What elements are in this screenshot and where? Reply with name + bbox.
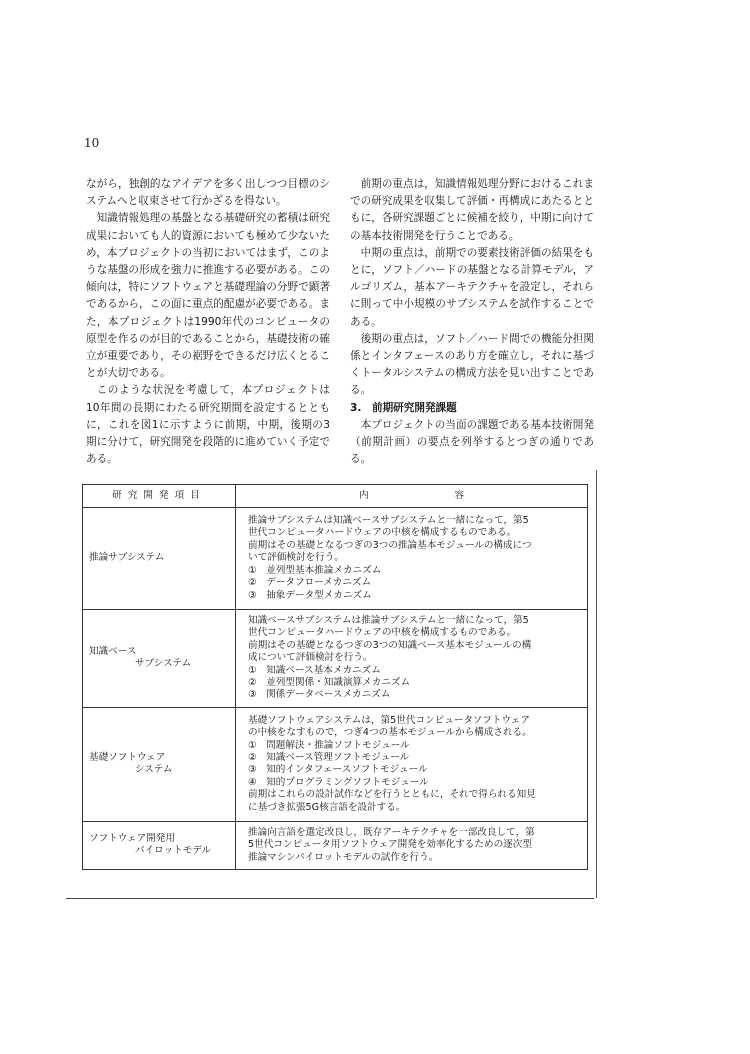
content-line: 前期はその基礎となるつぎの3つの推論基本モジュールの構成につ [248, 539, 532, 551]
content-line: ④ 知的プログラミングソフトモジュール [248, 776, 429, 788]
paragraph: 本プロジェクトの当面の課題である基本技術開発（前期計画）の要点を列挙するとつぎの通りである。 [350, 418, 594, 466]
item-label: ソフトウェア開発用 [89, 833, 175, 845]
row-content [236, 707, 588, 821]
content-line: 知識ベースサブシステムは推論サブシステムと一緒になって，第5 [248, 615, 529, 626]
paragraph: このような状況を考慮して，本プロジェクトは10年間の長期にわたる研究期間を設定するとともに，これを図1に示すように前期，中期，後期の3期に分けて，研究開発を段階的に進めていく予定である。 [86, 384, 330, 466]
research-items-table [82, 484, 588, 870]
section-heading: 3. 前期研究開発課題 [350, 401, 457, 414]
content-line: ② 並列型関係・知識演算メカニズム [248, 677, 411, 689]
content-line: ① 並列型基本推論メカニズム [248, 564, 382, 576]
content-line: ③ 知的インタフェースソフトモジュール [248, 764, 428, 776]
content-line: ① 問題解決・推論ソフトモジュール [248, 739, 410, 751]
page-number: 10 [84, 136, 100, 150]
row-item [83, 707, 236, 821]
content-line: 推論向言語を選定改良し，既存アーキテクチャを一部改良して，第 [248, 826, 535, 838]
content-line: 世代コンピュータハードウェアの中核を構成するものである。 [248, 627, 517, 639]
content-line: 5世代コンピュータ用ソフトウェア開発を効率化するための逐次型 [248, 839, 532, 851]
table-row [83, 707, 588, 821]
row-content [236, 821, 588, 869]
table-header-row [83, 485, 588, 508]
header-item: 研究開発項目 [83, 485, 236, 508]
table-row [83, 821, 588, 869]
row-item [83, 508, 236, 610]
row-item [83, 821, 236, 869]
header-content-right: 容 [454, 489, 465, 501]
content-line: 推論サブシステムは知識ベースサブシステムと一緒になって，第5 [248, 515, 529, 527]
paragraph: ながら，独創的なアイデアを多く出しつつ目標のシステムへと収束させて行かざるを得ない。 [86, 178, 330, 208]
item-label: サブシステム [135, 658, 192, 670]
header-content [236, 485, 588, 508]
item-label: 基礎ソフトウェア [89, 751, 166, 763]
content-line: 成について評価検討を行う。 [248, 652, 373, 664]
bottom-rule [66, 898, 594, 899]
content-line: 世代コンピュータハードウェアの中核を構成するものである。 [248, 527, 517, 539]
right-column [350, 176, 594, 468]
content-line: ② データフローメカニズム [248, 577, 372, 589]
content-line: ② 知識ベース管理ソフトモジュール [248, 751, 410, 763]
item-label: システム [135, 764, 173, 776]
content-line: 基礎ソフトウェアシステムは，第5世代コンピュータソフトウェア [248, 714, 530, 726]
content-line: 推論マシンパイロットモデルの試作を行う。 [248, 851, 439, 863]
paragraph: 前期の重点は，知識情報処理分野におけるこれまでの研究成果を収集して評価・再構成にあたるとともに，各研究課題ごとに候補を絞り，中期に向けての基本技術開発を行うことである。 [350, 178, 594, 242]
row-content [236, 610, 588, 708]
item-label: 推論サブシステム [89, 552, 165, 564]
row-content [236, 508, 588, 610]
left-column [86, 176, 330, 468]
content-line: ① 知識ベース基本メカニズム [248, 664, 381, 676]
item-label: パイロットモデル [135, 845, 212, 857]
content-line: 前期はその基礎となるつぎの3つの知識ベース基本モジュールの構 [248, 639, 532, 651]
content-line: ③ 関係データベースメカニズム [248, 689, 391, 701]
content-line: 前期はこれらの設計試作などを行うとともに，それで得られる知見 [248, 789, 536, 801]
table-row [83, 508, 588, 610]
content-line: いて評価検討を行う。 [248, 552, 344, 564]
row-item [83, 610, 236, 708]
content-line: に基づき拡張5G核言語を設計する。 [248, 801, 406, 813]
paragraph: 知識情報処理の基盤となる基礎研究の蓄積は研究成果においても人的資源においても極めて少ないため，本プロジェクトの当初においてはまず，このような基盤の形成を強力に推進する必要がある。この傾向は，特にソフトウェアと基礎理論の分野で顕著であるから，この面に重点的配慮が必要である。また，本プロジェクトは1990年代のコンピュータの原型を作るのが目的であることから，基礎技術の確立が重要であり，その裾野をできるだけ広くとることが大切である。 [86, 212, 330, 380]
paragraph: 後期の重点は，ソフト／ハード間での機能分担関係とインタフェースのあり方を確立し，それに基づくトータルシステムの構成方法を見い出すことである。 [350, 332, 594, 397]
content-line: の中核をなすもので，つぎ4つの基本モジュールから構成される。 [248, 727, 532, 739]
body-columns [86, 176, 594, 468]
header-content-left: 内 [358, 489, 369, 501]
margin-rule [596, 470, 597, 898]
table-row [83, 610, 588, 708]
content-line: ③ 抽象データ型メカニズム [248, 589, 372, 601]
item-label: 知識ベース [89, 646, 137, 658]
paragraph: 中期の重点は，前期での要素技術評価の結果をもとに，ソフト／ハードの基盤となる計算モデル，アルゴリズム，基本アーキテクチャを設定し，それらに則って中小規模のサブシステムを試作することである。 [350, 246, 594, 328]
